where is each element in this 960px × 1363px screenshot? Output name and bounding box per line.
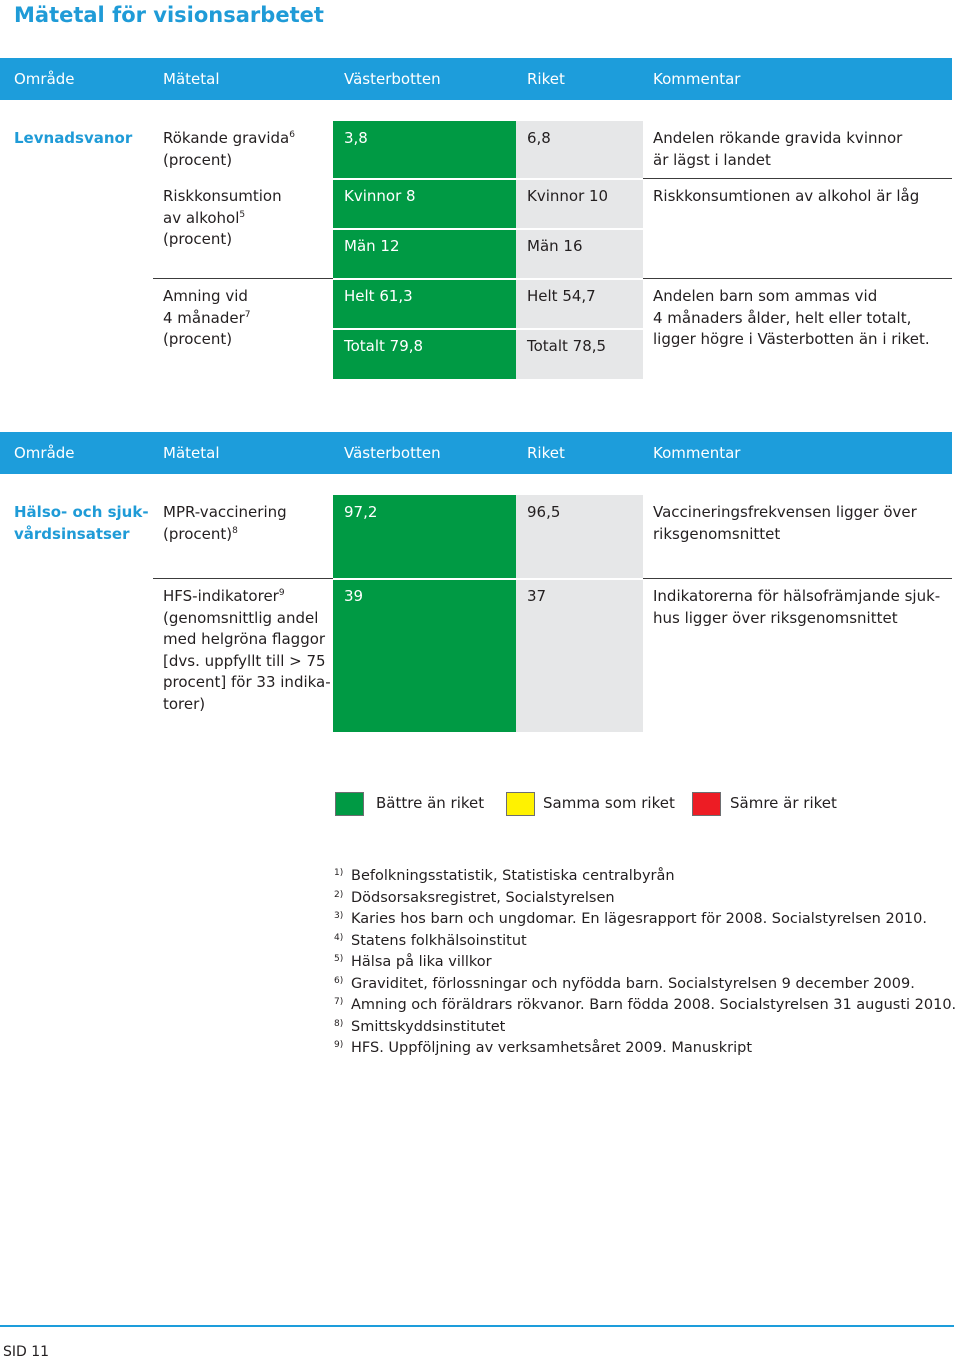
comment: Andelen rökande gravida kvinnor är lägst i landet — [653, 129, 903, 169]
footnote-number: 2) — [334, 890, 344, 900]
footnote-number: 6) — [334, 976, 344, 986]
footnote-number: 1) — [334, 868, 344, 878]
sub-row-divider — [333, 228, 643, 230]
section-label-halso-och-sjukvard: Hälso- och sjuk- vårdsinsatser — [14, 503, 149, 543]
header-riket: Riket — [527, 444, 565, 462]
footnote-number: 5) — [334, 954, 344, 964]
footnote-text: Graviditet, förlossningar och nyfödda barn. Socialstyrelsen 9 december 2009. — [351, 976, 915, 992]
row-divider — [643, 278, 952, 279]
footnote-number: 7) — [334, 997, 344, 1007]
page-title: Mätetal för visionsarbetet — [14, 3, 324, 27]
riket-value: Helt 54,7 — [527, 287, 596, 305]
vb-value: Helt 61,3 — [344, 287, 413, 305]
page-number: SID 11 — [3, 1344, 50, 1360]
vb-value: Totalt 79,8 — [344, 337, 424, 355]
vb-value: 39 — [344, 587, 364, 605]
footer-rule — [0, 1325, 954, 1327]
vb-value: 97,2 — [344, 503, 378, 521]
footnote-text: Smittskyddsinstitutet — [351, 1019, 506, 1035]
metric-rokande-gravida: Rökande gravida$^6$ (procent) — [163, 129, 295, 169]
footnote-number: 9) — [334, 1040, 344, 1050]
footnote-text: Dödsorsaksregistret, Socialstyrelsen — [351, 890, 615, 906]
header-vasterbotten: Västerbotten — [344, 444, 441, 462]
header-metric: Mätetal — [163, 444, 220, 462]
header-comment: Kommentar — [653, 444, 741, 462]
riket-value: Totalt 78,5 — [527, 337, 607, 355]
footnote-number: 8) — [334, 1019, 344, 1029]
row-divider — [643, 578, 952, 579]
header-comment: Kommentar — [653, 70, 741, 88]
comment: Indikatorerna för hälsofrämjande sjuk- hus ligger över riksgenomsnittet — [653, 587, 941, 627]
legend-swatch-green — [335, 792, 364, 816]
metric-riskkonsumtion: Riskkonsumtion av alkohol$^5$ (procent) — [163, 187, 282, 248]
header-vasterbotten: Västerbotten — [344, 70, 441, 88]
header-riket: Riket — [527, 70, 565, 88]
header-area: Område — [14, 444, 75, 462]
header-area: Område — [14, 70, 75, 88]
legend-label: Sämre är riket — [730, 794, 837, 812]
vb-value: Kvinnor 8 — [344, 187, 416, 205]
riket-column-2 — [516, 495, 643, 732]
footnote-number: 4) — [334, 933, 344, 943]
row-divider — [153, 578, 333, 579]
table-header-2 — [0, 432, 952, 474]
comment: Vaccineringsfrekvensen ligger över riksgenomsnittet — [653, 503, 917, 543]
metric-amning: Amning vid 4 månader$^7$ (procent) — [163, 287, 251, 348]
legend-label: Bättre än riket — [376, 794, 485, 812]
riket-value: Män 16 — [527, 237, 583, 255]
footnote-text: Befolkningsstatistik, Statistiska centralbyrån — [351, 868, 675, 884]
row-divider — [333, 278, 643, 280]
footnote-text: Amning och föräldrars rökvanor. Barn födda 2008. Socialstyrelsen 31 augusti 2010. — [351, 997, 957, 1013]
vasterbotten-column-2 — [333, 495, 516, 732]
riket-value: 96,5 — [527, 503, 561, 521]
riket-value: Kvinnor 10 — [527, 187, 609, 205]
metric-hfs-indikatorer: HFS-indikatorer$^9$ (genomsnittlig andel med helgröna flaggor [dvs. uppfyllt till > 75 procent] för 33 indika- torer) — [163, 587, 331, 713]
comment: Riskkonsumtionen av alkohol är låg — [653, 187, 920, 205]
legend-swatch-red — [692, 792, 721, 816]
comment: Andelen barn som ammas vid 4 månaders ålder, helt eller totalt, ligger högre i Västerbotten än i riket. — [653, 287, 930, 348]
footnote-text: Statens folkhälsoinstitut — [351, 933, 527, 949]
vb-value: Män 12 — [344, 237, 400, 255]
riket-value: 37 — [527, 587, 547, 605]
legend-label: Samma som riket — [543, 794, 675, 812]
section-label-levnadsvanor: Levnadsvanor — [14, 129, 133, 147]
legend-swatch-yellow — [506, 792, 535, 816]
vb-value: 3,8 — [344, 129, 368, 147]
row-divider — [153, 278, 333, 279]
footnote-text: Hälsa på lika villkor — [351, 954, 492, 970]
metric-mpr-vaccinering: MPR-vaccinering (procent)$^8$ — [163, 503, 287, 543]
footnote-text: HFS. Uppföljning av verksamhetsåret 2009. Manuskript — [351, 1040, 753, 1056]
header-metric: Mätetal — [163, 70, 220, 88]
row-divider — [643, 178, 952, 179]
footnote-text: Karies hos barn och ungdomar. En lägesrapport för 2008. Socialstyrelsen 2010. — [351, 911, 927, 927]
table-header-1 — [0, 58, 952, 100]
footnote-number: 3) — [334, 911, 344, 921]
riket-value: 6,8 — [527, 129, 551, 147]
row-divider — [333, 178, 643, 180]
sub-row-divider — [333, 328, 643, 330]
row-divider — [333, 578, 643, 580]
